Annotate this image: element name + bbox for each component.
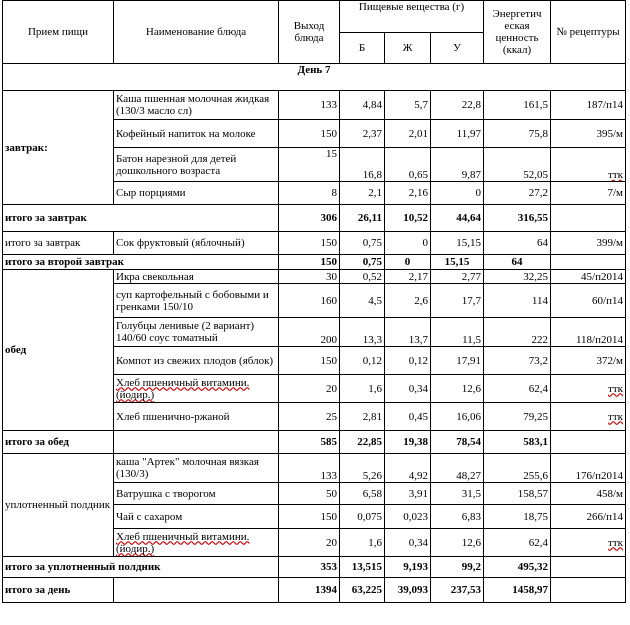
header-yield: Выход блюда xyxy=(279,1,340,64)
yield-cell: 20 xyxy=(279,375,340,403)
header-nutrients: Пищевые вещества (г) xyxy=(340,1,484,33)
header-meal: Прием пищи xyxy=(3,1,114,64)
energy-cell: 64 xyxy=(484,232,551,255)
dish-name: Сыр порциями xyxy=(114,182,279,205)
day-total-b: 63,225 xyxy=(340,578,385,603)
b-cell: 13,3 xyxy=(340,318,385,347)
energy-cell: 222 xyxy=(484,318,551,347)
day-total-row xyxy=(3,578,626,603)
zh-cell: 0,45 xyxy=(385,403,431,431)
table-row xyxy=(3,270,626,284)
dish-name: Хлеб пшеничный витамини. (йодир.) xyxy=(114,375,279,403)
dish-name: Сок фруктовый (яблочный) xyxy=(114,232,279,255)
day-total-energy: 1458,97 xyxy=(484,578,551,603)
yield-cell: 15 xyxy=(279,148,340,182)
zh-cell: 0,34 xyxy=(385,529,431,557)
b-cell: 0,52 xyxy=(340,270,385,284)
day-total-yield: 1394 xyxy=(279,578,340,603)
b-cell: 4,5 xyxy=(340,284,385,318)
yield-cell: 160 xyxy=(279,284,340,318)
u-cell: 17,91 xyxy=(431,347,484,375)
yield-cell: 150 xyxy=(279,120,340,148)
energy-cell: 62,4 xyxy=(484,529,551,557)
dish-name: суп картофельный с бобовыми и гренками 150/10 xyxy=(114,284,279,318)
day-total-zh: 39,093 xyxy=(385,578,431,603)
total-row xyxy=(3,255,626,270)
dish-name: Ватрушка с творогом xyxy=(114,483,279,505)
recipe-cell: ттк xyxy=(551,403,626,431)
yield-cell: 150 xyxy=(279,347,340,375)
dish-name: Икра свекольная xyxy=(114,270,279,284)
total-zh: 10,52 xyxy=(385,205,431,232)
total-energy: 64 xyxy=(484,255,551,270)
day-row xyxy=(3,64,626,91)
total-energy: 583,1 xyxy=(484,431,551,454)
recipe-cell: 7/м xyxy=(551,182,626,205)
dish-name: Компот из свежих плодов (яблок) xyxy=(114,347,279,375)
recipe-cell: 372/м xyxy=(551,347,626,375)
energy-cell: 27,2 xyxy=(484,182,551,205)
yield-cell: 8 xyxy=(279,182,340,205)
b-cell: 0,075 xyxy=(340,505,385,529)
total-energy: 316,55 xyxy=(484,205,551,232)
recipe-cell: 266/п14 xyxy=(551,505,626,529)
total-zh: 9,193 xyxy=(385,557,431,578)
energy-cell: 73,2 xyxy=(484,347,551,375)
dish-name: Хлеб пшеничный витамини. (йодир.) xyxy=(114,529,279,557)
day-total-label: итого за день xyxy=(3,578,114,603)
zh-cell: 0,023 xyxy=(385,505,431,529)
day-total-recipe-empty xyxy=(551,578,626,603)
meal-label-second-breakfast: итого за завтрак xyxy=(3,232,114,255)
zh-cell: 4,92 xyxy=(385,454,431,483)
zh-cell: 2,16 xyxy=(385,182,431,205)
zh-cell: 0 xyxy=(385,232,431,255)
table-row xyxy=(3,232,626,255)
menu-table xyxy=(2,0,626,603)
total-b: 26,11 xyxy=(340,205,385,232)
dish-name: Кофейный напиток на молоке xyxy=(114,120,279,148)
b-cell: 1,6 xyxy=(340,375,385,403)
dish-name: Хлеб пшенично-ржаной xyxy=(114,403,279,431)
header-row xyxy=(3,1,626,33)
b-cell: 2,81 xyxy=(340,403,385,431)
energy-cell: 255,6 xyxy=(484,454,551,483)
zh-cell: 0,12 xyxy=(385,347,431,375)
dish-name: Каша пшенная молочная жидкая (130/3 масло сл) xyxy=(114,91,279,120)
total-yield: 353 xyxy=(279,557,340,578)
header-zh: Ж xyxy=(385,33,431,64)
b-cell: 0,12 xyxy=(340,347,385,375)
total-u: 78,54 xyxy=(431,431,484,454)
table-row xyxy=(3,454,626,483)
energy-cell: 62,4 xyxy=(484,375,551,403)
zh-cell: 5,7 xyxy=(385,91,431,120)
total-row xyxy=(3,205,626,232)
u-cell: 0 xyxy=(431,182,484,205)
recipe-cell: ттк xyxy=(551,529,626,557)
yield-cell: 133 xyxy=(279,91,340,120)
energy-cell: 79,25 xyxy=(484,403,551,431)
yield-cell: 30 xyxy=(279,270,340,284)
b-cell: 2,37 xyxy=(340,120,385,148)
header-energy: Энергетич еская ценность (ккал) xyxy=(484,1,551,64)
meal-label-snack: уплотненный полдник xyxy=(3,454,114,557)
total-recipe-empty xyxy=(551,205,626,232)
total-yield: 306 xyxy=(279,205,340,232)
u-cell: 17,7 xyxy=(431,284,484,318)
b-cell: 2,1 xyxy=(340,182,385,205)
total-label: итого за обед xyxy=(3,431,114,454)
zh-cell: 0,65 xyxy=(385,148,431,182)
dish-name: Чай с сахаром xyxy=(114,505,279,529)
total-row xyxy=(3,431,626,454)
zh-cell: 0,34 xyxy=(385,375,431,403)
zh-cell: 2,6 xyxy=(385,284,431,318)
recipe-cell: ттк xyxy=(551,148,626,182)
recipe-cell: 176/п2014 xyxy=(551,454,626,483)
zh-cell: 2,17 xyxy=(385,270,431,284)
total-label: итого за второй завтрак xyxy=(3,255,279,270)
total-b: 22,85 xyxy=(340,431,385,454)
total-b: 0,75 xyxy=(340,255,385,270)
dish-name: каша "Артек" молочная вязкая (130/3) xyxy=(114,454,279,483)
yield-cell: 150 xyxy=(279,232,340,255)
total-recipe-empty xyxy=(551,557,626,578)
yield-cell: 20 xyxy=(279,529,340,557)
total-u: 15,15 xyxy=(431,255,484,270)
u-cell: 6,83 xyxy=(431,505,484,529)
energy-cell: 158,57 xyxy=(484,483,551,505)
u-cell: 2,77 xyxy=(431,270,484,284)
recipe-cell: 118/п2014 xyxy=(551,318,626,347)
dish-name: Батон нарезной для детей дошкольного возраста xyxy=(114,148,279,182)
total-zh: 0 xyxy=(385,255,431,270)
header-u: У xyxy=(431,33,484,64)
meal-label-lunch: обед xyxy=(3,270,114,431)
zh-cell: 2,01 xyxy=(385,120,431,148)
total-row xyxy=(3,557,626,578)
u-cell: 11,97 xyxy=(431,120,484,148)
u-cell: 12,6 xyxy=(431,529,484,557)
total-yield: 150 xyxy=(279,255,340,270)
day-total-dish-empty xyxy=(114,578,279,603)
energy-cell: 75,8 xyxy=(484,120,551,148)
total-yield: 585 xyxy=(279,431,340,454)
meal-label-breakfast: завтрак: xyxy=(3,91,114,205)
day-label: День 7 xyxy=(3,64,626,91)
energy-cell: 161,5 xyxy=(484,91,551,120)
b-cell: 0,75 xyxy=(340,232,385,255)
energy-cell: 32,25 xyxy=(484,270,551,284)
total-energy: 495,32 xyxy=(484,557,551,578)
b-cell: 6,58 xyxy=(340,483,385,505)
recipe-cell: 187/п14 xyxy=(551,91,626,120)
yield-cell: 50 xyxy=(279,483,340,505)
total-zh: 19,38 xyxy=(385,431,431,454)
yield-cell: 150 xyxy=(279,505,340,529)
u-cell: 15,15 xyxy=(431,232,484,255)
dish-name: Голубцы ленивые (2 вариант) 140/60 соус томатный xyxy=(114,318,279,347)
total-label: итого за завтрак xyxy=(3,205,279,232)
u-cell: 12,6 xyxy=(431,375,484,403)
u-cell: 48,27 xyxy=(431,454,484,483)
header-recipe: № рецептуры xyxy=(551,1,626,64)
total-dish-empty xyxy=(114,431,279,454)
recipe-cell: 458/м xyxy=(551,483,626,505)
yield-cell: 133 xyxy=(279,454,340,483)
recipe-cell: 45/п2014 xyxy=(551,270,626,284)
u-cell: 9,87 xyxy=(431,148,484,182)
total-b: 13,515 xyxy=(340,557,385,578)
recipe-cell: ттк xyxy=(551,375,626,403)
b-cell: 4,84 xyxy=(340,91,385,120)
recipe-cell: 395/м xyxy=(551,120,626,148)
header-b: Б xyxy=(340,33,385,64)
u-cell: 16,06 xyxy=(431,403,484,431)
total-u: 44,64 xyxy=(431,205,484,232)
table-row xyxy=(3,91,626,120)
day-total-u: 237,53 xyxy=(431,578,484,603)
b-cell: 1,6 xyxy=(340,529,385,557)
header-dish: Наименование блюда xyxy=(114,1,279,64)
b-cell: 16,8 xyxy=(340,148,385,182)
total-label: итого за уплотненный полдник xyxy=(3,557,279,578)
yield-cell: 25 xyxy=(279,403,340,431)
energy-cell: 52,05 xyxy=(484,148,551,182)
u-cell: 31,5 xyxy=(431,483,484,505)
u-cell: 22,8 xyxy=(431,91,484,120)
recipe-cell: 60/п14 xyxy=(551,284,626,318)
u-cell: 11,5 xyxy=(431,318,484,347)
total-recipe-empty xyxy=(551,431,626,454)
b-cell: 5,26 xyxy=(340,454,385,483)
yield-cell: 200 xyxy=(279,318,340,347)
zh-cell: 3,91 xyxy=(385,483,431,505)
energy-cell: 114 xyxy=(484,284,551,318)
recipe-cell: 399/м xyxy=(551,232,626,255)
zh-cell: 13,7 xyxy=(385,318,431,347)
total-u: 99,2 xyxy=(431,557,484,578)
energy-cell: 18,75 xyxy=(484,505,551,529)
total-recipe-empty xyxy=(551,255,626,270)
